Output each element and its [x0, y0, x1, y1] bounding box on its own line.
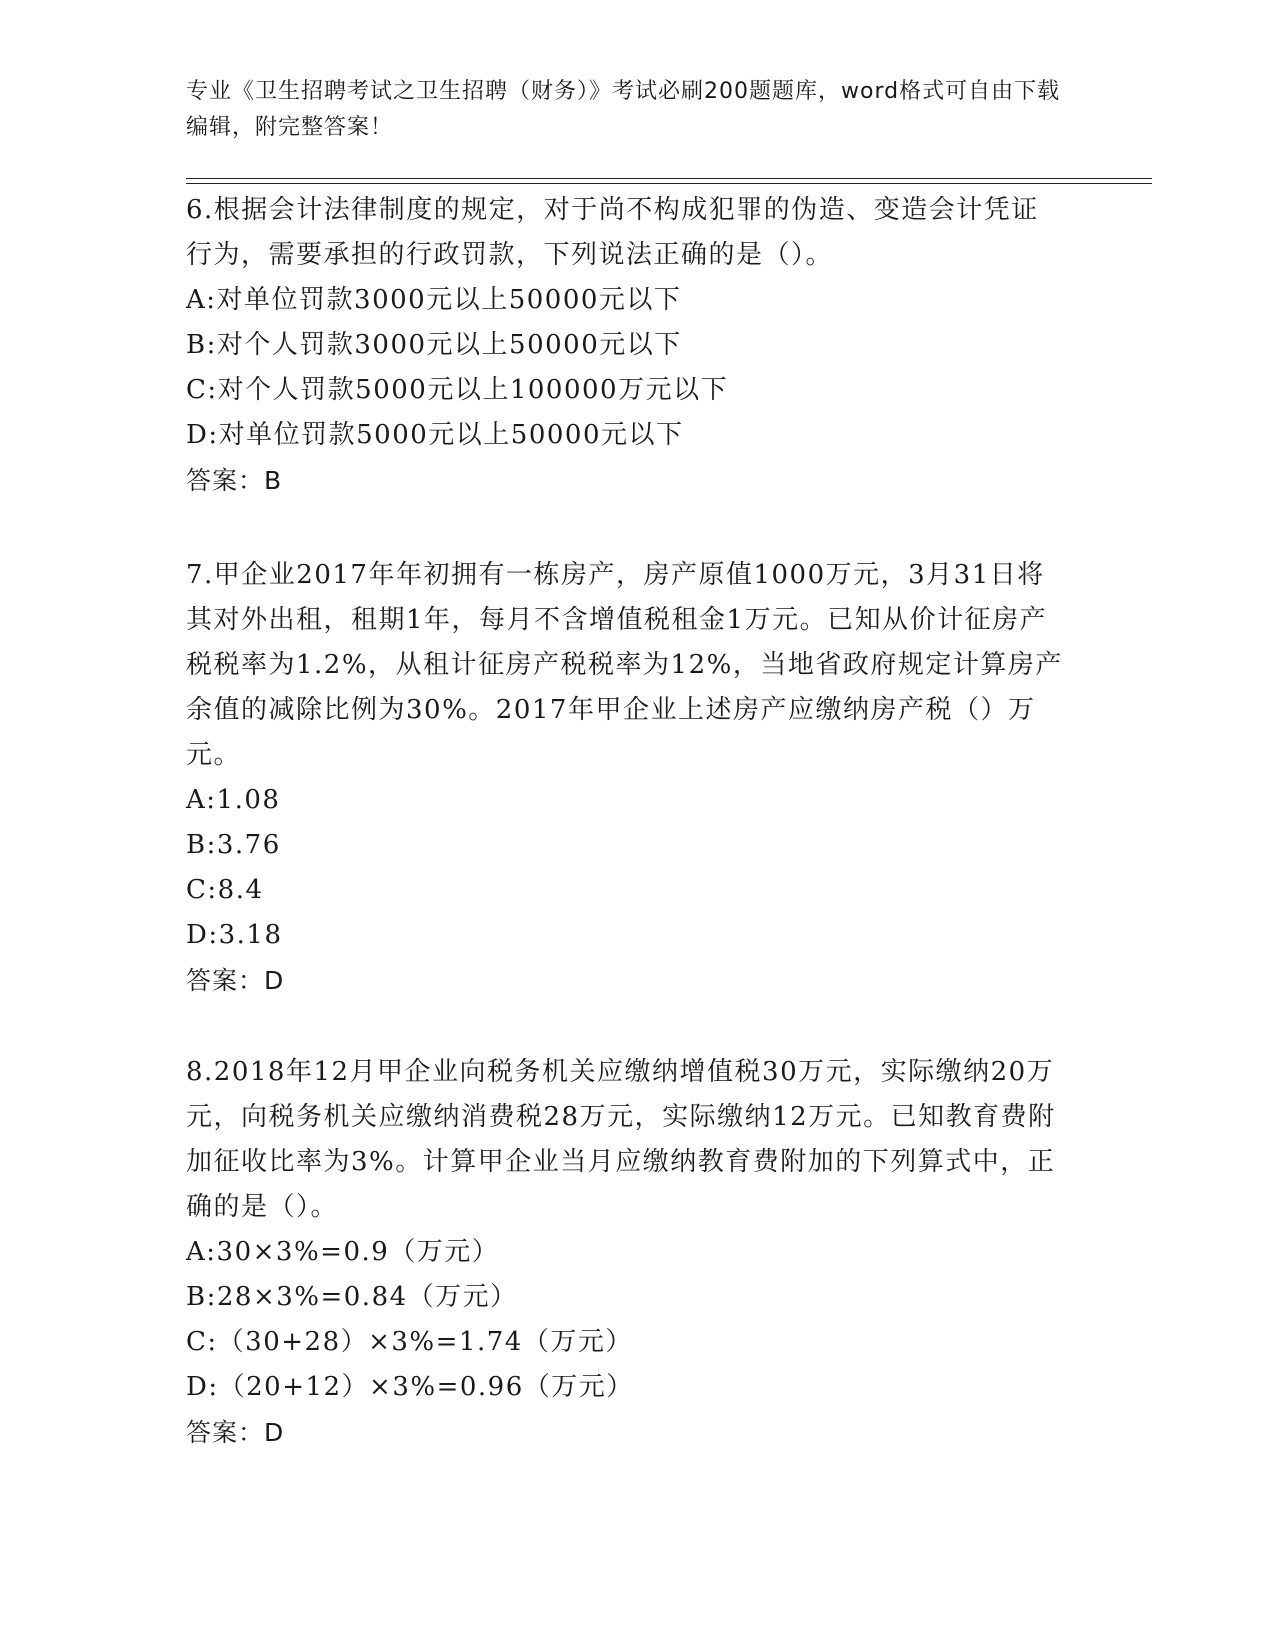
option-a: A:30×3%=0.9（万元）: [186, 1237, 500, 1267]
answer: 答案：D: [186, 1418, 285, 1447]
option-b: B:对个人罚款3000元以上50000元以下: [186, 330, 682, 360]
option-b: B:28×3%=0.84（万元）: [186, 1282, 518, 1312]
option-c: C:（30+28）×3%=1.74（万元）: [186, 1327, 633, 1357]
option-c: C:8.4: [186, 875, 264, 905]
document-header: 专业《卫生招聘考试之卫生招聘（财务）》考试必刷200题题库，word格式可自由下载编辑，附完整答案！: [186, 79, 1061, 140]
option-d: D:对单位罚款5000元以上50000元以下: [186, 420, 684, 450]
question-stem: 7.甲企业2017年年初拥有一栋房产，房产原值1000万元，3月31日将其对外出租，租期1年，每月不含增值税租金1万元。已知从价计征房产税税率为1.2%，从租计征房产税税率为12%，当地省政府规定计算房产余值的减除比例为30%。2017年甲企业上述房产应缴纳房产税（）万元。: [186, 560, 1063, 770]
option-b: B:3.76: [186, 830, 281, 860]
question-stem: 6.根据会计法律制度的规定，对于尚不构成犯罪的伪造、变造会计凭证行为，需要承担的行政罚款，下列说法正确的是（）。: [186, 195, 1039, 270]
header-divider-top: [186, 178, 1152, 179]
option-c: C:对个人罚款5000元以上100000万元以下: [186, 375, 729, 405]
question-6: [186, 188, 1066, 503]
answer: 答案：B: [186, 466, 283, 495]
option-a: A:对单位罚款3000元以上50000元以下: [186, 285, 682, 315]
question-stem: 8.2018年12月甲企业向税务机关应缴纳增值税30万元，实际缴纳20万元，向税务机关应缴纳消费税28万元，实际缴纳12万元。已知教育费附加征收比率为3%。计算甲企业当月应缴纳教育费附加的下列算式中，正确的是（）。: [186, 1057, 1056, 1222]
question-8: [186, 1050, 1066, 1455]
answer: 答案：D: [186, 966, 285, 995]
option-a: A:1.08: [186, 785, 281, 815]
header-divider-bottom: [186, 183, 1152, 184]
option-d: D:3.18: [186, 920, 283, 950]
question-7: [186, 553, 1066, 1003]
option-d: D:（20+12）×3%=0.96（万元）: [186, 1372, 634, 1402]
